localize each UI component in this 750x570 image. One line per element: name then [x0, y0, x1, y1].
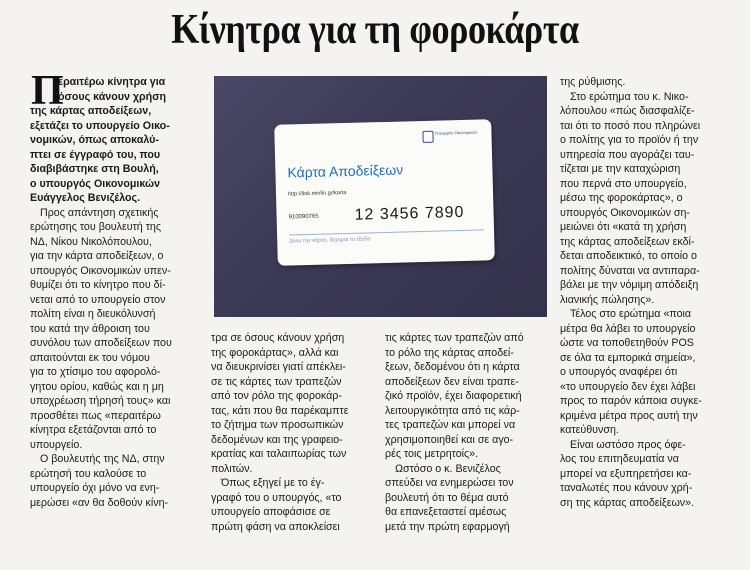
- text-line: νεται από το υπουργείο στον: [30, 293, 166, 306]
- text-line: το ρόλο της κάρτας αποδεί-: [385, 346, 514, 359]
- text-line: πτει σε έγγραφό του, που: [30, 148, 161, 161]
- card-small-number: 910090765: [288, 213, 319, 221]
- text-line: ώστε να τοποθετηθούν POS: [560, 337, 694, 349]
- text-line: ση της κάρτας αποδείξεων».: [560, 496, 695, 509]
- card-ministry: Υπουργείο Οικονομικών: [434, 129, 478, 136]
- text-line: πρώτη φάση να αποκλείσει: [211, 520, 340, 533]
- text-line: πολιτών.: [211, 462, 253, 475]
- text-line: ρές τοις μετρητοίς».: [385, 448, 479, 460]
- text-line: δεδομένων και της γραφειο-: [211, 433, 343, 446]
- text-line: ερώτησή του καλούσε το: [30, 467, 147, 480]
- text-line: βουλευτή ότι το θέμα αυτό: [385, 491, 509, 504]
- receipt-card-photo: [214, 76, 547, 317]
- text-line: λόπουλου «πώς διασφαλίζε-: [560, 105, 695, 117]
- text-line: μέσω της φοροκάρτας», ο: [560, 192, 683, 204]
- text-line: δεται αποδεικτικό, το οποίο ο: [560, 250, 697, 262]
- text-line: βάλει με την νόμιμη απόδειξη: [560, 279, 699, 291]
- text-line: μέτρα θα λάβει το υπουργείο: [560, 322, 696, 335]
- text-line: αποδείξεων δεν είναι τραπε-: [385, 375, 519, 388]
- text-line: μπορεί να εξυπηρετήσει κα-: [560, 467, 692, 480]
- text-line: εξετάζει το υπουργείο Οικο-: [30, 119, 170, 132]
- text-line: ο υπουργός Οικονομικών: [30, 177, 160, 190]
- text-line: όσους κάνουν χρήση: [58, 90, 167, 103]
- text-line: υπουργείο όχι μόνο να ενη-: [30, 482, 160, 494]
- text-line: της ρύθμισης.: [560, 76, 626, 88]
- text-line: για την κάρτα αποδείξεων, ο: [30, 250, 164, 262]
- text-line: μετά την πρώτη εφαρμογή: [385, 520, 510, 533]
- card-note: Δίνω την κάρτα, δέχομαι το έξοδο: [289, 236, 371, 245]
- text-line: κατεύθυνση.: [560, 424, 619, 436]
- text-line: νομικών, όπως αποκαλύ-: [30, 134, 159, 146]
- column-2: [211, 331, 370, 534]
- text-line: Ωστόσο ο κ. Βενιζέλος: [395, 462, 501, 475]
- text-line: τις κάρτες των τραπεζών από: [385, 332, 524, 344]
- text-line: γραφό του ο υπουργός, «το: [211, 491, 342, 504]
- drop-cap: Π: [31, 68, 64, 114]
- text-line: προς το παρόν κάποια συγκε-: [560, 395, 702, 407]
- text-line: που περνά στο υπουργείο,: [560, 177, 687, 190]
- text-line: χρησιμοποιηθεί και σε αγο-: [385, 433, 514, 446]
- receipt-card: [274, 119, 495, 266]
- text-line: για το χτίσιμο του αφορολό-: [30, 366, 161, 378]
- text-line: της φοροκάρτας», αλλά και: [211, 346, 339, 359]
- card-divider: [289, 229, 484, 235]
- headline: Κίνητρα για τη φοροκάρτα: [171, 7, 579, 53]
- text-line: υπουργείο αποφάσισε σε: [211, 506, 331, 518]
- text-line: λειτουργικότητα από τις κάρ-: [385, 404, 520, 417]
- text-line: υποχρέωση τήρησή τους» και: [30, 395, 171, 407]
- text-line: θυμίζει ότι το κίνητρο που δί-: [30, 279, 166, 291]
- text-line: Είναι ωστόσο προς όφε-: [570, 438, 686, 451]
- text-line: τας, κάτι που θα παρέκαμπτε: [211, 404, 349, 417]
- text-line: το ζήτημα των προσωπικών: [211, 419, 344, 431]
- text-line: σε τις κάρτες των τραπεζών: [211, 375, 342, 388]
- text-line: Προς απάντηση σχετικής: [40, 206, 159, 219]
- text-line: υπηρεσία που αγοράζει ταυ-: [560, 148, 695, 161]
- text-line: ζικό προϊόν, έχει διαφορετική: [385, 390, 522, 402]
- text-line: τίζεται με την καταχώριση: [560, 163, 681, 175]
- text-line: ερώτησης του βουλευτή της: [30, 221, 162, 233]
- text-line: απαιτούνται εκ του νόμου: [30, 351, 150, 364]
- text-line: «το υπουργείο δεν έχει λάβει: [560, 380, 696, 393]
- text-line: Ο βουλευτής της ΝΔ, στην: [40, 453, 165, 465]
- text-line: Τέλος στο ερώτημα «ποια: [570, 308, 692, 320]
- card-number: 12 3456 7890: [354, 203, 465, 224]
- text-line: Ευάγγελος Βενιζέλος.: [30, 192, 141, 204]
- text-line: λος του επιτηδευματία να: [560, 453, 679, 465]
- text-line: ΝΔ, Νίκου Νικολόπουλου,: [30, 235, 152, 248]
- text-line: ο πολίτης για το προϊόν ή την: [560, 134, 699, 146]
- text-line: του κατά την άθροιση του: [30, 322, 150, 335]
- column-4: [560, 75, 722, 510]
- text-line: πολίτη είναι η διευκόλυνσή: [30, 308, 156, 320]
- text-line: θα επανεξεταστεί αμέσως: [385, 506, 507, 518]
- text-line: υπουργός Οικονομικών ση-: [560, 206, 690, 219]
- card-title: Κάρτα Αποδείξεων: [287, 161, 404, 181]
- text-line: σπεύδει να ενημερώσει τον: [385, 477, 514, 489]
- text-line: κριμένα μέτρα προς αυτή την: [560, 409, 698, 422]
- column-1: [30, 68, 190, 510]
- text-line: ξεων, δεδομένου ότι η κάρτα: [385, 361, 520, 373]
- card-url: http://link.minfin.gr/karta: [287, 189, 347, 198]
- text-line: τρα σε όσους κάνουν χρήση: [211, 332, 345, 344]
- text-line: υπουργός Οικονομικών υπεν-: [30, 264, 171, 277]
- text-line: σε όλα τα εμπορικά σημεία»,: [560, 351, 696, 364]
- text-line: διαβιβάστηκε στη Βουλή,: [30, 163, 159, 175]
- text-line: ται ότι το ποσό που πληρώνει: [560, 119, 701, 132]
- text-line: γητου ορίου, καθώς και η μη: [30, 380, 164, 393]
- text-line: ο υπουργός αναφέρει ότι: [560, 366, 678, 378]
- text-line: κίνητρα εξετάζονται από το: [30, 424, 157, 436]
- text-line: κρατίας και ταλαιπωρίας των: [211, 448, 347, 460]
- text-line: υπουργείο.: [30, 438, 83, 451]
- text-line: πολίτης δύναται να αντιπαρα-: [560, 264, 700, 277]
- text-line: Όπως εξηγεί με το έγ-: [221, 477, 325, 489]
- text-line: Στο ερώτημα του κ. Νικο-: [570, 90, 689, 103]
- text-line: από τον ρόλο της φοροκάρ-: [211, 390, 342, 402]
- text-line: μερώσει «αν θα δοθούν κίνη-: [30, 496, 169, 509]
- text-line: της κάρτας αποδείξεων εκδί-: [560, 235, 695, 248]
- text-line: να διευκρινίσει γιατί απέκλει-: [211, 361, 346, 373]
- text-line: τες τραπεζών και μπορεί να: [385, 419, 516, 431]
- text-line: λιανικής πώλησης».: [560, 293, 655, 306]
- text-line: ταναλωτές που κάνουν χρή-: [560, 482, 693, 494]
- text-line: της κάρτας αποδείξεων,: [30, 105, 152, 117]
- text-line: συνόλου των αποδείξεων που: [30, 337, 172, 349]
- text-line: προσθέτει πως «περαιτέρω: [30, 409, 161, 422]
- ministry-logo-icon: [422, 131, 433, 143]
- text-line: μειώνει ότι «κατά τη χρήση: [560, 221, 687, 233]
- column-3: [385, 331, 545, 534]
- text-line: εραιτέρω κίνητρα για: [58, 76, 166, 88]
